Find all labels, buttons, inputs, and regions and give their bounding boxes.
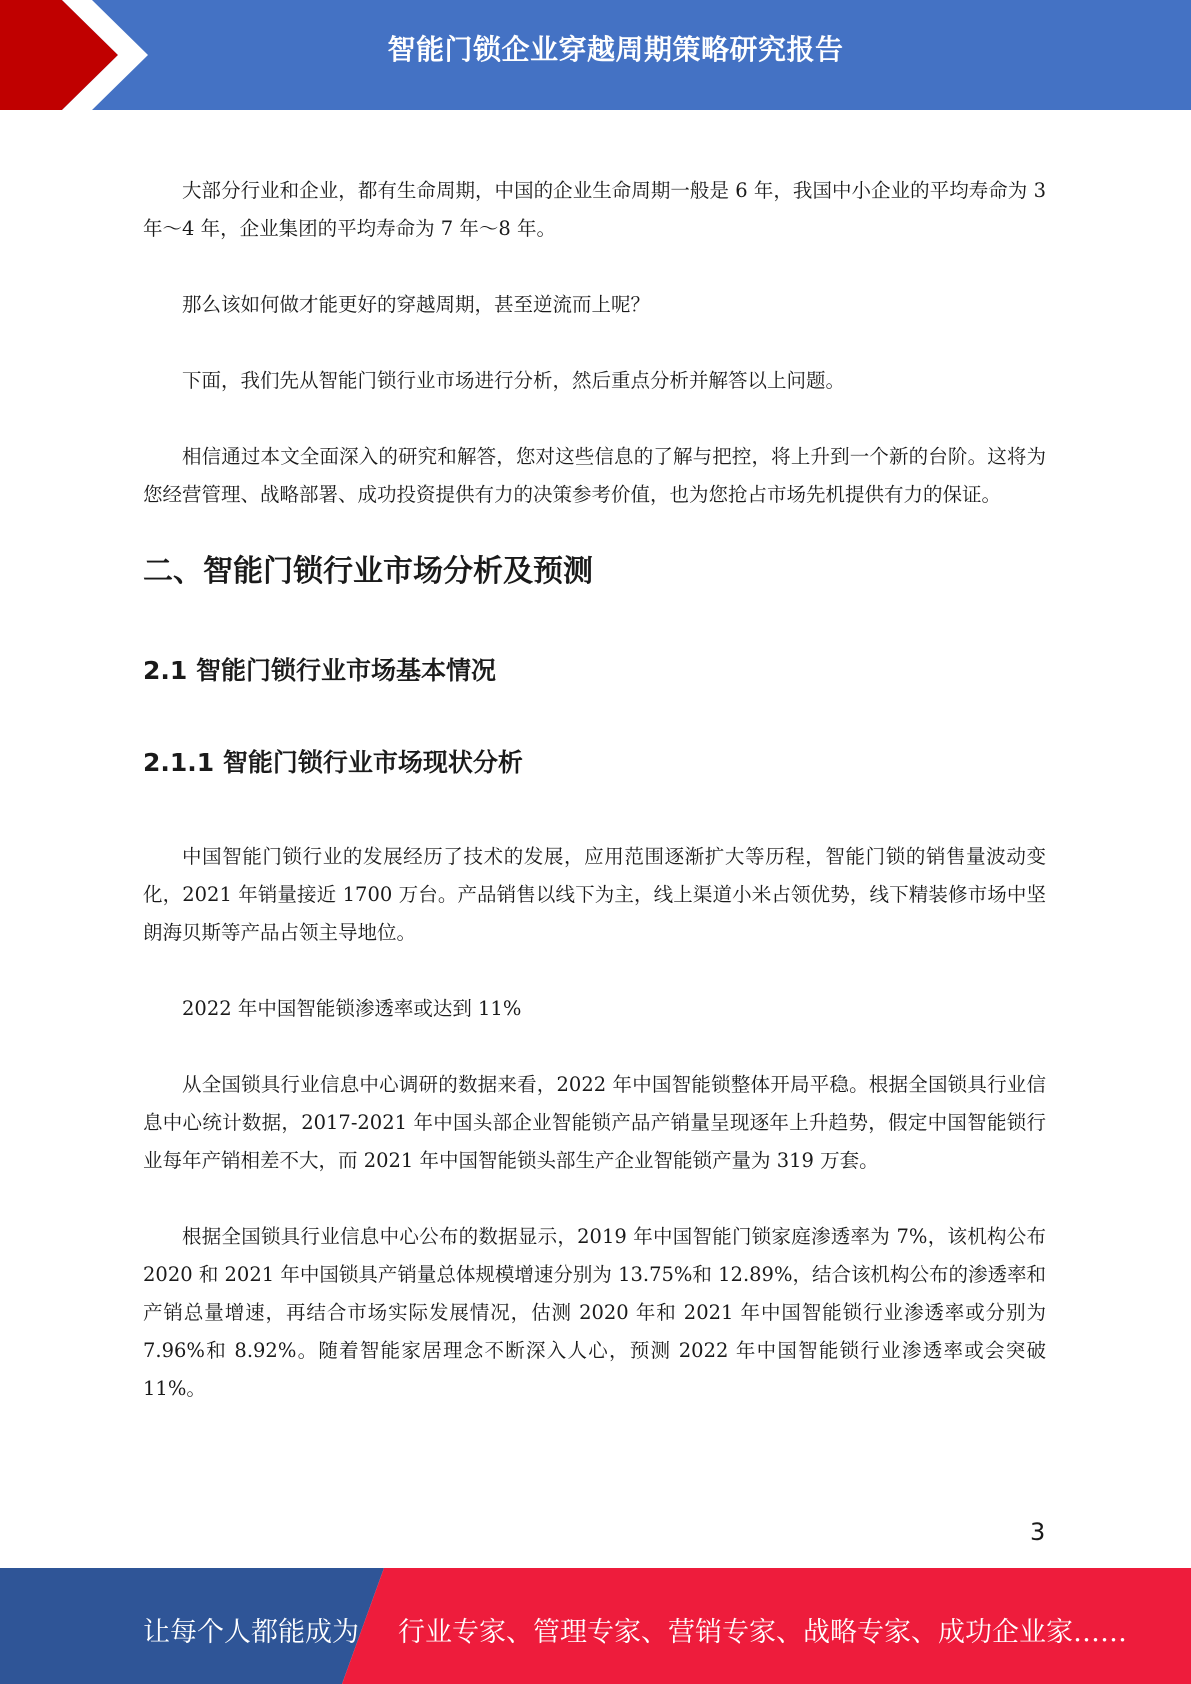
analysis-paragraph: 中国智能门锁行业的发展经历了技术的发展，应用范围逐渐扩大等历程，智能门锁的销售量波动变化，2021 年销量接近 1700 万台。产品销售以线下为主，线上渠道小米占领优势，线下精装修市场中坚朗海贝斯等产品占领主导地位。 — [143, 845, 1046, 944]
intro-paragraph: 那么该如何做才能更好的穿越周期，甚至逆流而上呢？ — [182, 293, 651, 316]
subsection-heading: 2.1 智能门锁行业市场基本情况 — [143, 656, 496, 685]
subsubsection-heading: 2.1.1 智能门锁行业市场现状分析 — [143, 748, 523, 777]
header-title: 智能门锁企业穿越周期策略研究报告 — [387, 33, 844, 66]
intro-paragraph: 下面，我们先从智能门锁行业市场进行分析，然后重点分析并解答以上问题。 — [182, 369, 846, 392]
page-content — [143, 172, 1046, 1446]
figure-caption: 2022 年中国智能锁渗透率或达到 11% — [182, 997, 522, 1020]
section-heading: 二、智能门锁行业市场分析及预测 — [143, 554, 593, 589]
analysis-paragraph: 从全国锁具行业信息中心调研的数据来看，2022 年中国智能锁整体开局平稳。根据全国锁具行业信息中心统计数据，2017-2021 年中国头部企业智能锁产品产销量呈现逐年上升趋势，假定中国智能锁行业每年产销相差不大，而 2021 年中国智能锁头部生产企业智能锁产量为 319 万套。 — [143, 1073, 1046, 1172]
footer-slogan-left: 让每个人都能成为 — [143, 1617, 359, 1648]
intro-paragraph: 大部分行业和企业，都有生命周期，中国的企业生命周期一般是 6 年，我国中小企业的平均寿命为 3 年～4 年，企业集团的平均寿命为 7 年～8 年。 — [143, 179, 1046, 240]
page-header — [0, 0, 1191, 110]
analysis-paragraph: 根据全国锁具行业信息中心公布的数据显示，2019 年中国智能门锁家庭渗透率为 7%，该机构公布 2020 和 2021 年中国锁具产销量总体规模增速分别为 13.75%和 12.89%，结合该机构公布的渗透率和产销总量增速，再结合市场实际发展情况，估测 2020 年和 2021 年中国智能锁行业渗透率或分别为 7.96%和 8.92%。随着智能家居理念不断深入人心，预测 2022 年中国智能锁行业渗透率或会突破 11%。 — [143, 1225, 1046, 1400]
page-number: 3 — [1030, 1518, 1046, 1546]
page-footer — [0, 1568, 1191, 1684]
footer-slogan-right: 行业专家、管理专家、营销专家、战略专家、成功企业家…… — [398, 1617, 1127, 1648]
intro-paragraph: 相信通过本文全面深入的研究和解答，您对这些信息的了解与把控，将上升到一个新的台阶。这将为您经营管理、战略部署、成功投资提供有力的决策参考价值，也为您抢占市场先机提供有力的保证。 — [143, 445, 1046, 506]
